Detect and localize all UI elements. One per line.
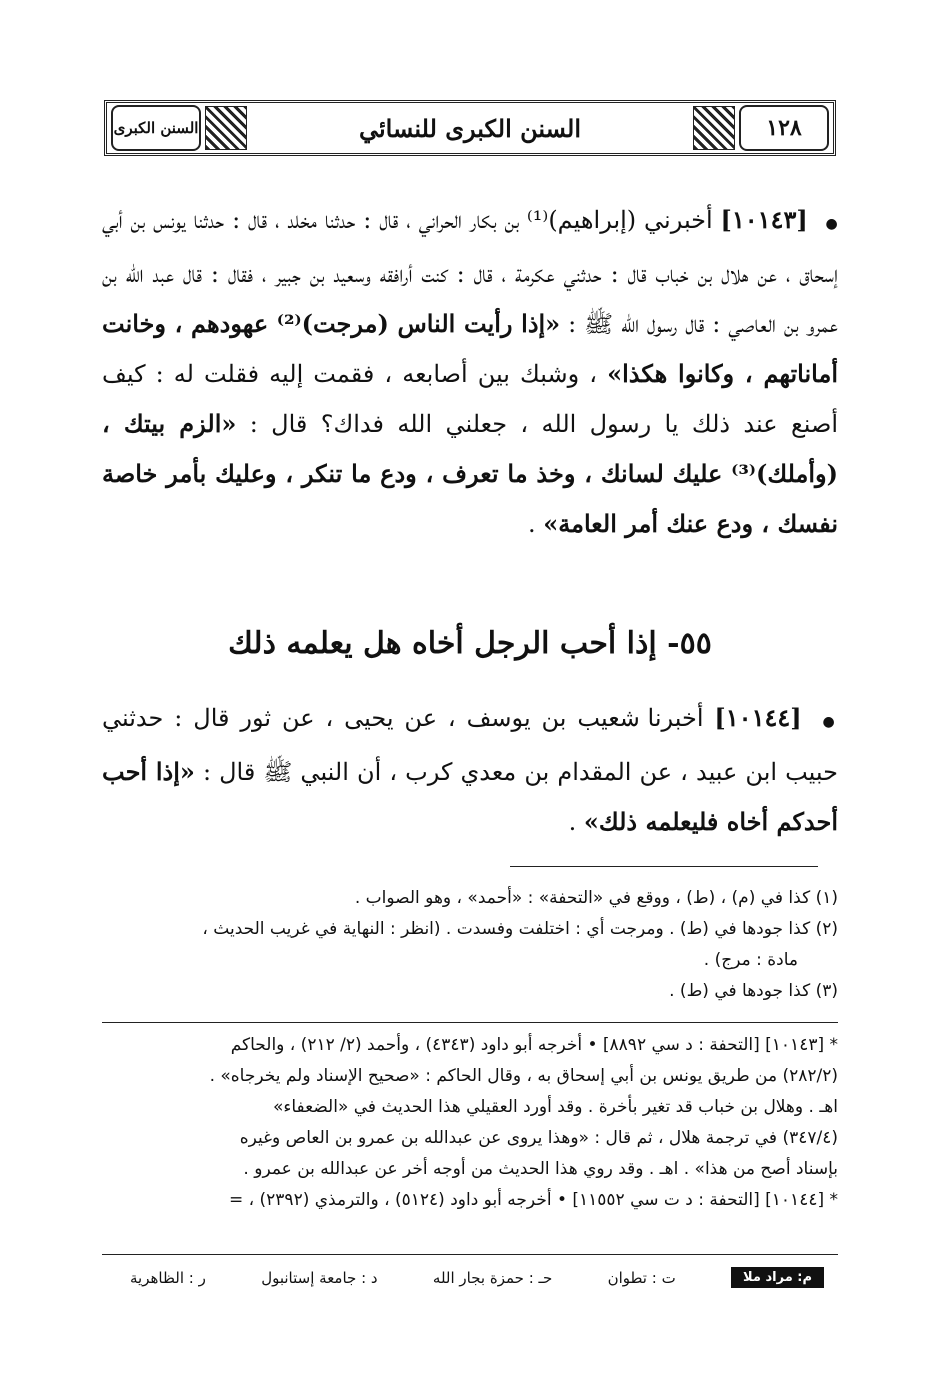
hadith-paragraph (102, 195, 838, 549)
footnote-2-continued: مادة : مرج) . (703, 950, 798, 970)
footnote-2: (٢) كذا جودها في (ط) . ومرجت أي : اختلفت وفسدت . (انظر : النهاية في غريب الحديث ، (202, 919, 838, 939)
takhrij-10144: * [١٠١٤٤] [التحفة : د ت سي ١١٥٥٢] • أخرجه أبو داود (٥١٢٤) ، والترمذي (٢٣٩٢) ، = (229, 1190, 838, 1210)
takhrij-separator (102, 1022, 838, 1023)
footnote-separator (510, 866, 818, 867)
running-header (104, 100, 836, 156)
hadith-number: [١٠١٤٤] (714, 703, 802, 732)
hadith-end: . (527, 510, 536, 538)
hadith-paragraph (102, 693, 838, 847)
takhrij-line: بإسناد أصح من هذا» . اهـ . وقد روي هذا الحديث من أوجه أخر عن عبدالله بن عمرو . (243, 1159, 838, 1179)
siglum-d: د : جامعة إستانبول (261, 1268, 378, 1287)
hadith-chain: أخبرني (إبراهيم)⁽¹⁾ بن بكار الحراني ، قال : حدثنا مخلد ، قال : حدثنا يونس بن أبي إسحاق ، عن هلال بن خباب قال : حدثني عكرمة ، قال : كنت أرافقه وسعيد بن جبير ، فقال : قال عبد الله بن عمرو بن العاصي : قال رسول الله ﷺ : (102, 206, 838, 338)
footnote-3: (٣) كذا جودها في (ط) . (669, 981, 838, 1001)
running-title: السنن الكبرى للنسائي (358, 113, 582, 143)
takhrij-line: اهـ . وهلال بن خباب قد تغير بأخرة . وقد أورد العقيلي هذا الحديث في «الضعفاء» (272, 1097, 838, 1117)
decorative-band (693, 106, 735, 150)
bullet-icon: ● (822, 714, 839, 730)
takhrij-10143: * [١٠١٤٣] [التحفة : د سي ٨٨٩٢] • أخرجه أبو داود (٤٣٤٣) ، وأحمد (٢/ ٢١٢) ، والحاكم (230, 1035, 838, 1055)
section-heading: ٥٥- إذا أحب الرجل أخاه هل يعلمه ذلك (228, 626, 712, 661)
bullet-icon: ● (825, 216, 838, 232)
header-ornament-right (693, 103, 833, 153)
takhrij-notes (102, 1030, 838, 1216)
footnote-1: (١) كذا في (م) ، (ط) ، ووقع في «التحفة» : «أحمد» ، وهو الصواب . (354, 888, 838, 908)
page-number: ١٢٨ (739, 105, 829, 151)
prophetic-text: «إذا أحب أحدكم أخاه فليعلمه ذلك» (102, 757, 838, 836)
hadith-10144 (102, 693, 838, 847)
header-ornament-left (107, 103, 247, 153)
hadith-number: [١٠١٤٣] (720, 205, 808, 234)
hadith-end: . (568, 808, 577, 836)
manuscript-sigla (130, 1267, 824, 1288)
siglum-m: م: مراد ملا (731, 1267, 824, 1288)
siglum-t: ت : تطوان (607, 1268, 676, 1287)
footnotes (102, 883, 838, 1007)
takhrij-line: (٢٨٢/٢) من طريق يونس بن أبي إسحاق به ، وقال الحاكم : «صحيح الإسناد ولم يخرجاه» . (209, 1066, 838, 1086)
decorative-band (205, 106, 247, 150)
hadith-chain: أخبرنا شعيب بن يوسف ، عن يحيى ، عن ثور قال : حدثني حبيب ابن عبيد ، عن المقدام بن معدي كرب ، أن النبي ﷺ قال : (102, 704, 838, 786)
hadith-narration: ، وشبك بين أصابعه ، فقمت إليه فقلت له : كيف أصنع عند ذلك يا رسول الله ، جعلني الله فداك؟ قال : (102, 360, 839, 438)
prophetic-text: «الزم بيتك ، (وأملك)⁽³⁾ عليك لسانك ، وخذ ما تعرف ، ودع ما تنكر ، وعليك بأمر خاصة نفسك ، ودع عنك أمر العامة» (102, 409, 838, 538)
hadith-10143 (102, 195, 838, 549)
siglum-r: ر : الظاهرية (130, 1268, 206, 1287)
prophetic-text: «إذا رأيت الناس (مرجت)⁽²⁾ عهودهم ، وخانت أماناتهم ، وكانوا هكذا» (102, 309, 839, 388)
book-emblem: السنن الكبرى (111, 105, 201, 151)
footer-separator (102, 1254, 838, 1255)
takhrij-line: (٣٤٧/٤) في ترجمة هلال ، ثم قال : «وهذا يروى عن عبدالله بن عمرو بن العاص وغيره (239, 1128, 838, 1148)
siglum-h: حـ : حمزة بجار الله (432, 1268, 553, 1287)
